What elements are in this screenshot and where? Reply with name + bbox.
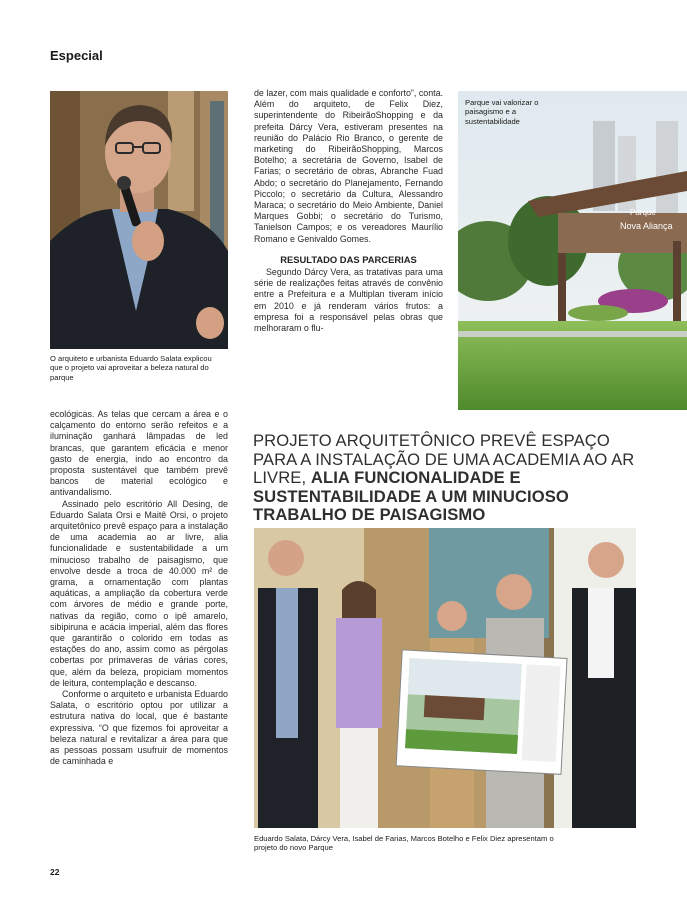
left-paragraph-3: Conforme o arquiteto e urbanista Eduardo Salata, o escritório optou por utilizar a estrutura nativa do local, que é bastante expressiva. “O que fizemos foi aproveitar a beleza natural e revitalizar a área para que as pessoas possam usufruir de momentos de caminhada e — [50, 689, 228, 767]
left-column — [50, 409, 228, 768]
park-sign-line2: Nova Aliança — [620, 221, 673, 231]
group-photo-caption: Eduardo Salata, Dárcy Vera, Isabel de Farias, Marcos Botelho e Felix Diez apresentam o projeto do novo Parque — [254, 834, 554, 853]
architect-photo-caption: O arquiteto e urbanista Eduardo Salata explicou que o projeto vai aproveitar a beleza natural do parque — [50, 354, 212, 382]
pull-quote-bold: ALIA FUNCIONALIDADE E SUSTENTABILIDADE A UM MINUCIOSO TRABALHO DE PAISAGISMO — [253, 468, 569, 525]
middle-column — [254, 88, 443, 334]
architect-photo-illustration — [50, 91, 228, 349]
park-rendering-caption: Parque vai valorizar o paisagismo e a sustentabilidade — [465, 98, 539, 126]
park-rendering-photo — [458, 91, 687, 410]
group-photo — [254, 528, 636, 828]
park-sign-line1: Parque — [630, 208, 656, 217]
pull-quote — [253, 432, 643, 525]
middle-paragraph-2: Segundo Dárcy Vera, as tratativas para uma série de realizações feitas através de convênio entre a Prefeitura e a Multiplan tiveram início em 2010 e já renderam vários frutos: a empresa foi a responsável pelas obras que melhoraram o flu- — [254, 267, 443, 334]
section-label: Especial — [50, 48, 103, 63]
left-paragraph-2: Assinado pelo escritório All Desing, de Eduardo Salata Orsi e Maitê Orsi, o projeto arquitetônico prevê espaço para a instalação de uma academia ao ar livre, alia funcionalidade e sustentabilidade a um minucioso trabalho de paisagismo, que envolve desde a troca de 40.000 m² de grama, a ornamentação com plantas aquáticas, a ampliação da cobertura verde com árvores de médio e grande porte, nativas da região, como o ipê amarelo, sibipiruna e acácia imperial, além das flores que garantirão o colorido em todas as estações do ano, assim como as pérgolas cobertas por primaveras de várias cores, que, além da beleza, propiciam momentos de leitura, contemplação e descanso. — [50, 498, 228, 688]
left-paragraph-1: ecológicas. As telas que cercam a área e o calçamento do entorno serão refeitos e a iluminação ganhará lâmpadas de led brancas, que garantem eficácia e menor gasto de energia, indo ao encontro da proposta sustentável que também prevê bancos de material ecológico e antivandalismo. — [50, 409, 228, 498]
park-rendering-illustration — [458, 91, 687, 410]
page-number: 22 — [50, 867, 60, 877]
middle-paragraph-1: de lazer, com mais qualidade e conforto”, conta. Além do arquiteto, de Felix Diez, superintendente do RibeirãoShopping e da prefeita Dárcy Vera, estiveram presentes na reunião do Palácio Rio Branco, o gerente de marketing do RibeirãoShopping, Marcos Botelho; a secretária de Governo, Isabel de Farias; o secretário de obras, Abranche Fuad Abdo; o secretário do Planejamento, Fernando Piccolo; o secretário da Cultura, Alessandro Maraca; o secretário do Meio Ambiente, Daniel Marques Gobbi; o secretário do Turismo, Tanielson Campos; e os vereadores Maurílio Romano e Genivaldo Gomes. — [254, 88, 443, 244]
pull-quote-normal: PROJETO ARQUITETÔNICO PREVÊ ESPAÇO PARA A INSTALAÇÃO DE UMA ACADEMIA AO AR LIVRE, — [253, 431, 635, 488]
group-photo-illustration — [254, 528, 636, 828]
subheading-parcerias: RESULTADO DAS PARCERIAS — [280, 253, 417, 265]
architect-photo — [50, 91, 228, 349]
